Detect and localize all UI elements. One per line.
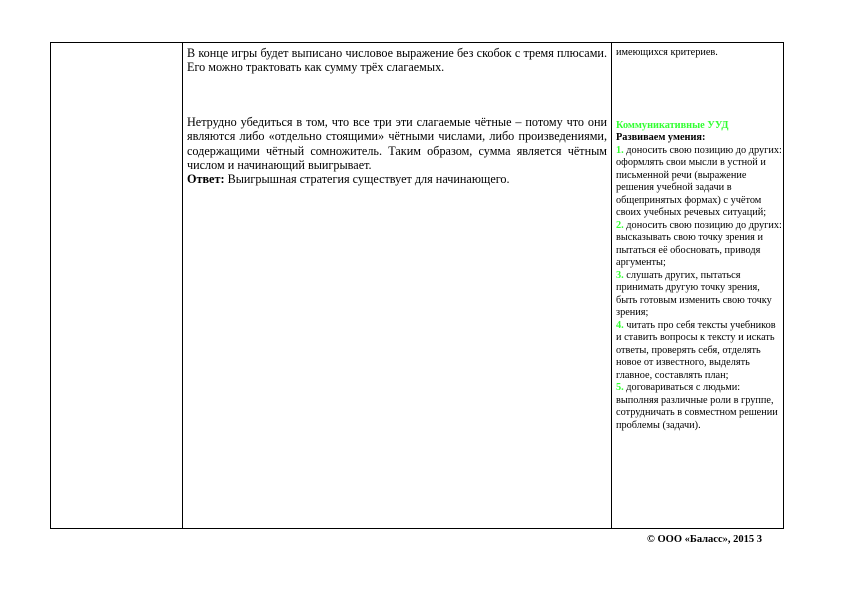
uud-item-number: 5.: [616, 382, 624, 393]
column-divider-1: [182, 43, 183, 528]
uud-item-number: 4.: [616, 319, 624, 331]
answer-label: Ответ:: [187, 172, 225, 187]
answer-line: [187, 172, 607, 186]
uud-item-text: читать про себя тексты учебников и ставить вопросы к тексту и искать ответы, проверять себя, отделять новое от известного, выделять главное, составлять план;: [616, 319, 776, 381]
uud-item-5: [616, 382, 783, 432]
solution-paragraph-1: В конце игры будет выписано числовое выражение без скобок с тремя плюсами. Его можно трактовать как сумму трёх слагаемых.: [187, 46, 607, 75]
uud-item-1: [616, 145, 783, 220]
solution-paragraph-2: Нетрудно убедиться в том, что все три эти слагаемые чётные – потому что они являются либо «отдельно стоящими» чётными числами, либо произведениями, содержащими чётный сомножитель. Таким образом, сумма является чётным числом и начинающий выигрывает.: [187, 114, 607, 173]
copyright-footer: © ООО «Баласс», 2015 3: [647, 534, 762, 545]
solution-column: [187, 46, 607, 187]
uud-item-text: доносить свою позицию до других: высказывать свою точку зрения и пытаться её обосновать, приводя аргументы;: [616, 219, 782, 268]
uud-item-text: доносить свою позицию до других: оформлять свои мысли в устной и письменной речи (выражение решения учебной задачи в общепринятых формах) с учётом своих учебных речевых ситуаций;: [616, 144, 782, 218]
uud-item-number: 1.: [616, 144, 624, 156]
uud-item-text: договариваться с людьми: выполняя различные роли в группе, сотрудничать в совместном решении проблемы (задачи).: [616, 382, 778, 431]
lesson-table: [50, 42, 784, 529]
criteria-text: имеющихся критериев.: [616, 47, 718, 58]
uud-item-number: 2.: [616, 219, 624, 231]
uud-item-2: [616, 220, 783, 270]
uud-item-text: слушать других, пытаться принимать другую точку зрения, быть готовым изменить свою точку зрения;: [616, 269, 772, 318]
uud-item-4: [616, 320, 783, 383]
uud-item-number: 3.: [616, 269, 624, 281]
column-divider-2: [611, 43, 612, 528]
uud-item-3: [616, 270, 783, 320]
uud-title: Коммуникативные УУД: [616, 119, 729, 131]
answer-text: Выигрышная стратегия существует для начинающего.: [224, 172, 510, 187]
uud-column: [616, 47, 783, 432]
uud-intro: Развиваем умения:: [616, 132, 706, 143]
